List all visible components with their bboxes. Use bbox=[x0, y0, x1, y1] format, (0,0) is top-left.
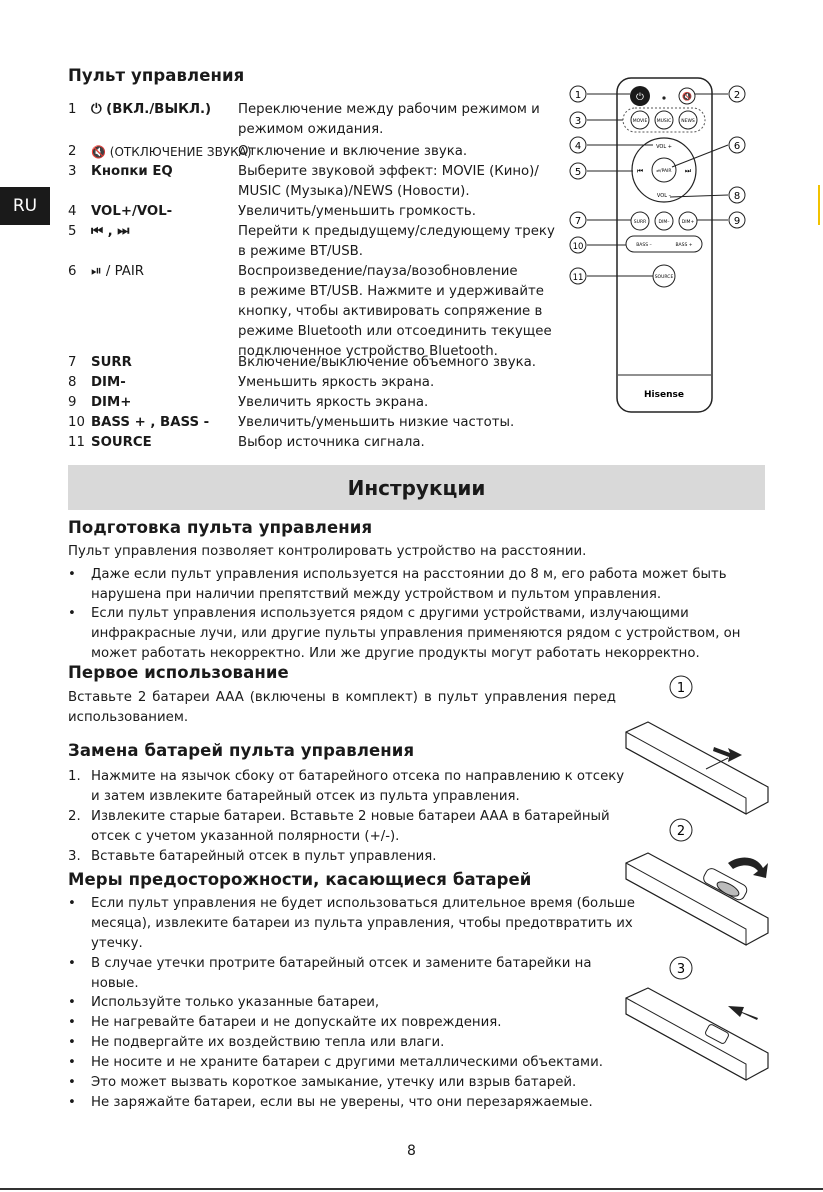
first-use-line-2: использованием. bbox=[68, 710, 189, 725]
prep-bullet-line: Даже если пульт управления используется на расстоянии до 8 м, его работа может быть bbox=[91, 567, 727, 582]
callout-2: 2 bbox=[733, 90, 741, 101]
callout-8: 8 bbox=[733, 191, 741, 202]
precaution-bullet-line: Это может вызвать короткое замыкание, утечку или взрыв батарей. bbox=[91, 1075, 577, 1090]
callout-4: 4 bbox=[574, 141, 582, 152]
remote-item-description-line: Перейти к предыдущему/следующему треку bbox=[238, 224, 555, 239]
prep-bullet-text bbox=[91, 565, 728, 605]
remote-item-description-line: в режиме BT/USB. Нажмите и удерживайте bbox=[238, 284, 544, 299]
remote-item-description-line: Увеличить/уменьшить громкость. bbox=[238, 204, 476, 219]
step-figure-2-label: 2 bbox=[676, 824, 686, 839]
replace-step-line: и затем извлеките батарейный отсек из пульта управления. bbox=[91, 789, 520, 804]
precaution-bullet-line: Если пульт управления не будет использоваться длительное время (больше bbox=[91, 896, 635, 911]
remote-item-description-line: подключенное устройство Bluetooth. bbox=[238, 344, 498, 359]
prep-bullet-line: нарушена при наличии препятствий между устройством и пультом управления. bbox=[91, 587, 662, 602]
page-number: 8 bbox=[407, 1143, 416, 1159]
prep-intro: Пульт управления позволяет контролировать устройство на расстоянии. bbox=[68, 544, 587, 559]
remote-item-number: 2 bbox=[68, 144, 77, 159]
remote-item-description-line: Выберите звуковой эффект: MOVIE (Кино)/ bbox=[238, 164, 539, 179]
instructions-banner: Инструкции bbox=[68, 465, 765, 510]
dim-minus-label: DIM– bbox=[658, 220, 670, 225]
replace-step-line: Вставьте батарейный отсек в пульт управления. bbox=[91, 849, 437, 864]
remote-drawing-1 bbox=[626, 722, 768, 814]
replace-step-line: Извлеките старые батареи. Вставьте 2 новые батареи AAA в батарейный bbox=[91, 809, 610, 824]
remote-drawing-2 bbox=[626, 853, 768, 945]
remote-illustration bbox=[560, 75, 790, 420]
prep-title: Подготовка пульта управления bbox=[68, 518, 373, 537]
precaution-bullet-line: Не носите и не храните батареи с другими металлическими объектами. bbox=[91, 1055, 603, 1070]
language-tab: RU bbox=[0, 187, 50, 225]
prep-bullet-line: может работать некорректно. Или же другие продукты могут работать некорректно. bbox=[91, 646, 700, 661]
precaution-bullet-line: Используйте только указанные батареи, bbox=[91, 995, 380, 1010]
bass-plus-label: BASS + bbox=[675, 243, 693, 248]
remote-item-description-line: режиме Bluetooth или отсоединить текущее bbox=[238, 324, 552, 339]
precaution-bullet-marker: • bbox=[68, 1075, 76, 1090]
prep-bullet-item bbox=[68, 565, 728, 605]
prep-bullet-text bbox=[91, 604, 741, 664]
remote-item-number: 5 bbox=[68, 224, 77, 239]
remote-item-key: 🔇 (ОТКЛЮЧЕНИЕ ЗВУКА) bbox=[91, 145, 252, 159]
precaution-bullet-marker: • bbox=[68, 896, 76, 911]
prep-bullet-line: инфракрасные лучи, или другие пульты управления применяются рядом с устройством, он bbox=[91, 626, 741, 641]
callout-1: 1 bbox=[574, 90, 582, 101]
callout-9: 9 bbox=[733, 216, 741, 227]
remote-item-description bbox=[238, 393, 558, 413]
remote-item-key: BASS + , BASS - bbox=[91, 415, 210, 430]
eq-movie-label: MOVIE bbox=[632, 119, 648, 124]
precaution-bullet-line: Не заряжайте батареи, если вы не уверены, что они перезаряжаемые. bbox=[91, 1095, 593, 1110]
remote-item-key: VOL+/VOL- bbox=[91, 204, 173, 219]
remote-item-description-line: MUSIC (Музыка)/NEWS (Новости). bbox=[238, 184, 470, 199]
mute-icon: 🔇 bbox=[682, 92, 692, 101]
callout-3: 3 bbox=[574, 116, 582, 127]
precautions-title: Меры предосторожности, касающиеся батарей bbox=[68, 870, 532, 889]
remote-item-key: DIM+ bbox=[91, 395, 132, 410]
precaution-bullet-text bbox=[91, 1093, 728, 1113]
remote-item-key: ⏮ , ⏭ bbox=[91, 224, 130, 239]
remote-item-number: 10 bbox=[68, 415, 85, 430]
prep-bullet-item bbox=[68, 604, 741, 664]
remote-item-key: DIM- bbox=[91, 375, 126, 390]
remote-item-description-line: Уменьшить яркость экрана. bbox=[238, 375, 435, 390]
precaution-bullet-marker: • bbox=[68, 1035, 76, 1050]
edge-marker bbox=[818, 185, 820, 225]
replace-step-marker: 2. bbox=[68, 809, 81, 824]
remote-item-number: 6 bbox=[68, 264, 77, 279]
remote-item-description-line: в режиме BT/USB. bbox=[238, 244, 363, 259]
callout-11: 11 bbox=[572, 273, 584, 283]
battery-step-figures bbox=[610, 670, 780, 1090]
power-icon: ⏻ bbox=[636, 92, 644, 103]
callout-10: 10 bbox=[572, 242, 584, 252]
remote-item-description bbox=[238, 262, 558, 362]
precaution-bullet-line: утечку. bbox=[91, 936, 143, 951]
remote-item-description bbox=[238, 222, 558, 262]
remote-drawing-3 bbox=[626, 988, 768, 1080]
eq-music-label: MUSIC bbox=[656, 119, 672, 124]
precaution-bullet-line: новые. bbox=[91, 976, 139, 991]
remote-item-key: SURR bbox=[91, 355, 132, 370]
remote-item-description-line: Отключение и включение звука. bbox=[238, 144, 468, 159]
remote-item-description bbox=[238, 413, 558, 433]
remote-item-description-line: Увеличить/уменьшить низкие частоты. bbox=[238, 415, 515, 430]
precaution-bullet-marker: • bbox=[68, 1055, 76, 1070]
bass-minus-label: BASS – bbox=[636, 243, 652, 248]
remote-item-key: ⏯ / PAIR bbox=[91, 264, 144, 279]
precaution-bullet-marker: • bbox=[68, 956, 76, 971]
step-figure-1-label: 1 bbox=[676, 681, 686, 696]
remote-item-key: ⏻ (ВКЛ./ВЫКЛ.) bbox=[91, 102, 212, 117]
led-dot bbox=[662, 96, 665, 99]
remote-item-description bbox=[238, 202, 558, 222]
remote-item-description-line: кнопку, чтобы активировать сопряжение в bbox=[238, 304, 543, 319]
remote-item-number: 4 bbox=[68, 204, 77, 219]
callout-7: 7 bbox=[574, 216, 582, 227]
dpad-vol-plus: VOL + bbox=[656, 144, 672, 150]
precaution-bullet-line: В случае утечки протрите батарейный отсек и замените батарейки на bbox=[91, 956, 592, 971]
remote-item-key: Кнопки EQ bbox=[91, 164, 173, 179]
callout-6: 6 bbox=[733, 141, 741, 152]
remote-item-description-line: Переключение между рабочим режимом и bbox=[238, 102, 540, 117]
dpad-prev-icon: ⏮ bbox=[636, 167, 644, 175]
dpad-next-icon: ⏭ bbox=[684, 167, 692, 175]
precaution-bullet-marker: • bbox=[68, 1095, 76, 1110]
remote-item-description bbox=[238, 353, 558, 373]
remote-item-description bbox=[238, 433, 558, 453]
dim-plus-label: DIM+ bbox=[681, 220, 695, 225]
prep-bullet-marker: • bbox=[68, 606, 76, 621]
remote-item-description bbox=[238, 100, 558, 140]
replace-title: Замена батарей пульта управления bbox=[68, 741, 415, 760]
step-figure-3-label: 3 bbox=[676, 962, 686, 977]
remote-item-number: 1 bbox=[68, 102, 77, 117]
source-label: SOURCE bbox=[654, 275, 674, 280]
remote-section-title: Пульт управления bbox=[68, 66, 245, 85]
precaution-bullet-marker: • bbox=[68, 995, 76, 1010]
bottom-rule bbox=[0, 1188, 823, 1190]
precaution-bullet-line: Не нагревайте батареи и не допускайте их повреждения. bbox=[91, 1015, 502, 1030]
callout-5: 5 bbox=[574, 167, 582, 178]
precaution-bullet-item bbox=[68, 1093, 728, 1113]
precaution-bullet-marker: • bbox=[68, 1015, 76, 1030]
prep-bullet-marker: • bbox=[68, 567, 76, 582]
remote-item-number: 9 bbox=[68, 395, 77, 410]
remote-brand: Hisense bbox=[644, 390, 684, 400]
remote-item-description bbox=[238, 373, 558, 393]
remote-item-description-line: Выбор источника сигнала. bbox=[238, 435, 425, 450]
surr-label: SURR bbox=[633, 220, 647, 225]
first-use-text bbox=[68, 688, 616, 728]
replace-step-line: отсек с учетом указанной полярности (+/-). bbox=[91, 829, 400, 844]
remote-item-description-line: Воспроизведение/пауза/возобновление bbox=[238, 264, 518, 279]
first-use-title: Первое использование bbox=[68, 663, 289, 682]
remote-item-number: 3 bbox=[68, 164, 77, 179]
precaution-bullet-line: Не подвергайте их воздействию тепла или влаги. bbox=[91, 1035, 445, 1050]
remote-item-description-line: Включение/выключение объемного звука. bbox=[238, 355, 537, 370]
replace-step-marker: 1. bbox=[68, 769, 81, 784]
remote-item-description-line: режимом ожидания. bbox=[238, 122, 384, 137]
remote-item-number: 8 bbox=[68, 375, 77, 390]
remote-item-number: 7 bbox=[68, 355, 77, 370]
remote-item-description bbox=[238, 162, 558, 202]
replace-step-marker: 3. bbox=[68, 849, 81, 864]
replace-step-line: Нажмите на язычок сбоку от батарейного отсека по направлению к отсеку bbox=[91, 769, 625, 784]
eq-news-label: NEWS bbox=[681, 119, 695, 124]
precaution-bullet-line: месяца), извлеките батареи из пульта управления, чтобы предотвратить их bbox=[91, 916, 633, 931]
remote-item-key: SOURCE bbox=[91, 435, 152, 450]
dpad-play-pair: ⏯/PAIR bbox=[656, 169, 672, 174]
prep-bullet-line: Если пульт управления используется рядом с другими устройствами, излучающими bbox=[91, 606, 689, 621]
dpad-vol-minus: VOL – bbox=[656, 193, 672, 199]
remote-item-description bbox=[238, 142, 558, 162]
remote-item-number: 11 bbox=[68, 435, 85, 450]
remote-item-description-line: Увеличить яркость экрана. bbox=[238, 395, 429, 410]
first-use-line-1: Вставьте 2 батареи AAA (включены в комплект) в пульт управления перед bbox=[68, 690, 616, 705]
